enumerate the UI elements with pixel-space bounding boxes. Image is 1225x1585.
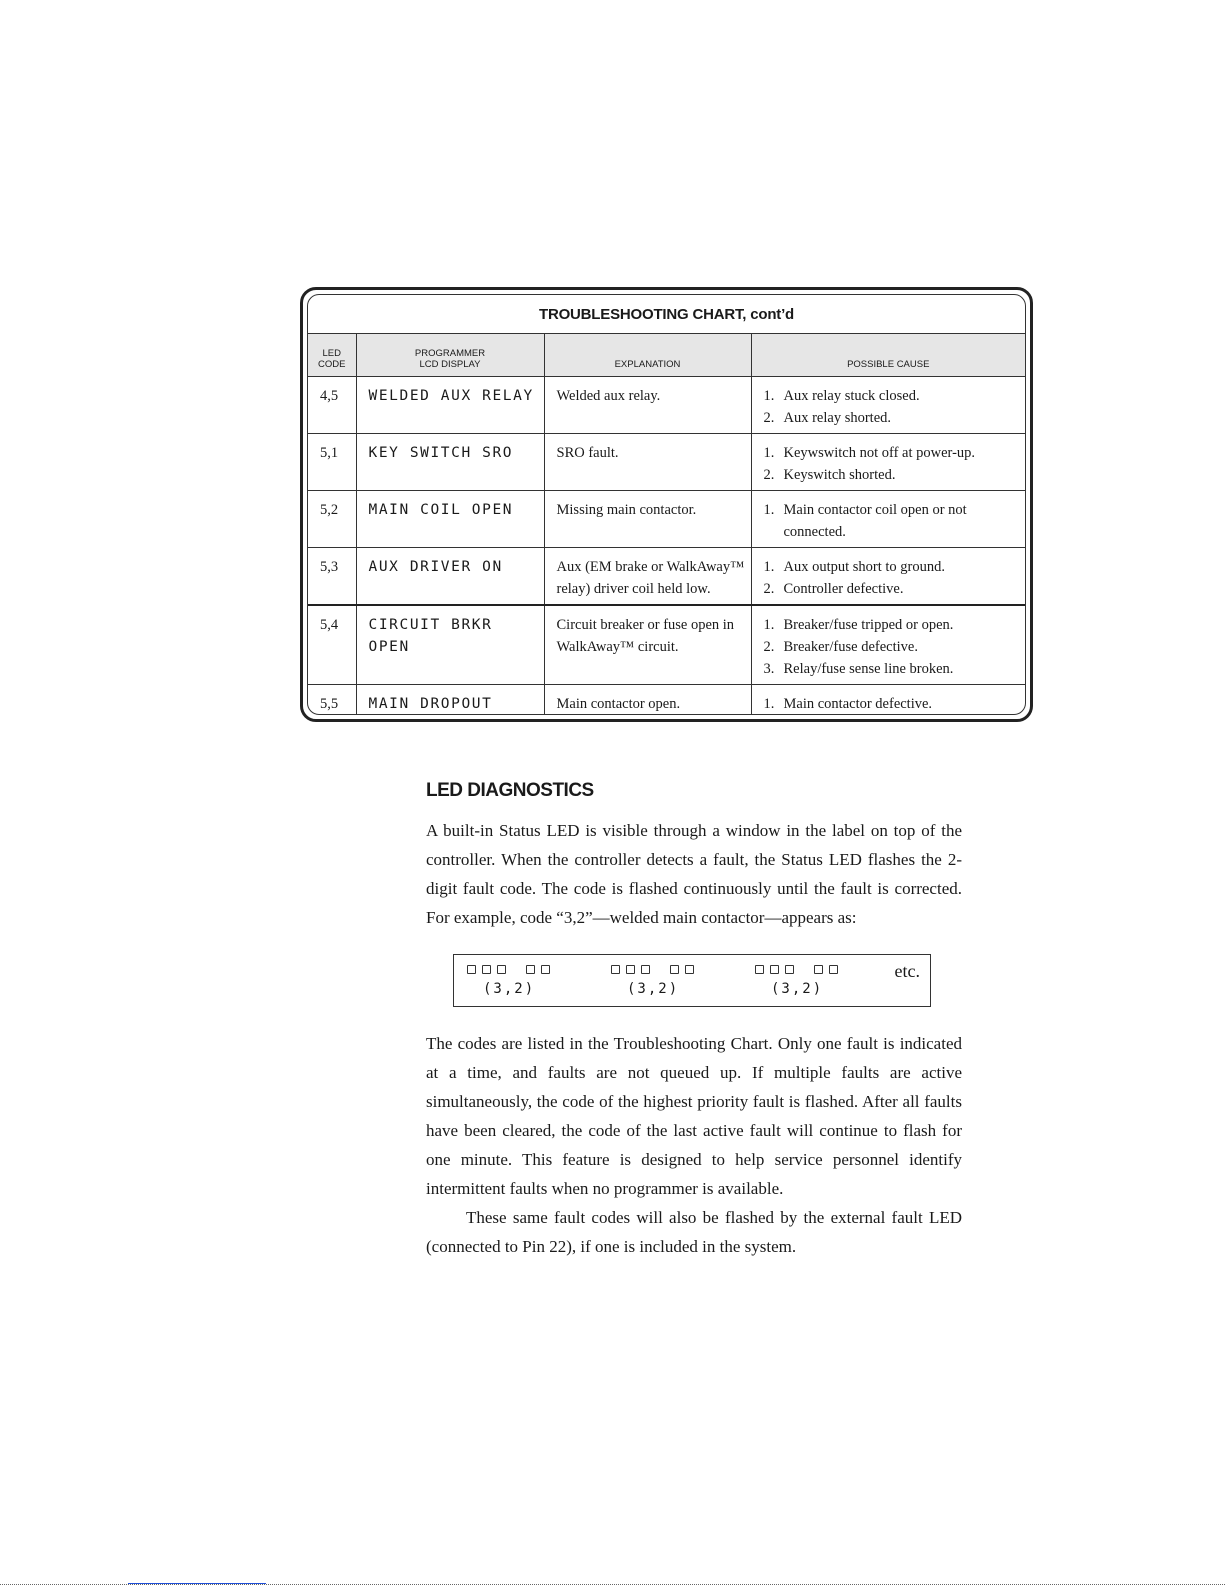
led-flash-icon [829,965,838,974]
lcd-display: CIRCUIT BRKR OPEN [356,605,544,685]
list-item: 1. Main contactor coil open or not connected. [763,502,967,540]
led-flash-group [467,961,567,997]
explanation: Circuit breaker or fuse open in WalkAway™ circuit. [544,605,751,685]
section-heading: LED DIAGNOSTICS [426,780,594,801]
table-row [308,434,1025,491]
possible-cause [751,434,1025,491]
led-code: 5,3 [308,548,356,606]
list-item: 3. Relay/fuse sense line broken. [763,661,954,677]
explanation: SRO fault. [544,434,751,491]
led-flash-icon [482,965,491,974]
header-possible-cause: POSSIBLE CAUSE [751,334,1025,377]
list-item: 2. Breaker/fuse defective. [763,639,918,655]
led-flash-icon [467,965,476,974]
paragraph-codes: The codes are listed in the Troubleshooting Chart. Only one fault is indicated at a time, and faults are not queued up. If multiple faults are active simultaneously, the code of the highest priority fault is flashed. After all faults have been cleared, the code of the last active fault will continue to flash for one minute. This feature is designed to help service personnel identify intermittent faults when no programmer is available. [426,1034,962,1198]
lcd-display: WELDED AUX RELAY [356,377,544,434]
list-item: 2. Keyswitch shorted. [763,467,896,483]
list-item: 1. Aux relay stuck closed. [763,388,920,404]
led-flash-group [611,961,711,997]
list-item: 1. Aux output short to ground. [763,559,946,575]
list-item: 2. Aux relay shorted. [763,410,892,426]
table-row [308,548,1025,606]
led-code-label: (3,2) [627,981,680,997]
etc-label: etc. [894,961,920,981]
possible-cause [751,685,1025,716]
led-flash-icon [611,965,620,974]
list-item: 2. Controller defective. [763,581,904,597]
lcd-display: MAIN DROPOUT [356,685,544,716]
header-explanation: EXPLANATION [544,334,751,377]
explanation: Welded aux relay. [544,377,751,434]
lcd-display: AUX DRIVER ON [356,548,544,606]
led-flash-icon [770,965,779,974]
explanation: Aux (EM brake or WalkAway™ relay) driver coil held low. [544,548,751,606]
header-lcd-display: PROGRAMMER LCD DISPLAY [356,334,544,377]
table-header-row [308,334,1025,377]
led-flash-icon [497,965,506,974]
led-code: 5,5 [308,685,356,716]
troubleshooting-chart-inner [307,294,1026,715]
possible-cause [751,491,1025,548]
led-code-label: (3,2) [483,981,536,997]
paragraph-intro: A built-in Status LED is visible through a window in the label on top of the controller. When the controller detects a fault, the Status LED flashes the 2-digit fault code. The code is flashed continuously until the fault is corrected. For example, code “3,2”—welded main contactor—appears as: [426,821,962,927]
header-led-code: LED CODE [308,334,356,377]
led-flash-icon [541,965,550,974]
led-flash-icon [641,965,650,974]
led-code-label: (3,2) [771,981,824,997]
list-item: 1. Keywswitch not off at power-up. [763,445,976,461]
led-flash-example [453,954,931,1007]
lcd-display: KEY SWITCH SRO [356,434,544,491]
led-flash-icon [685,965,694,974]
led-flash-icon [785,965,794,974]
led-code: 5,4 [308,605,356,685]
paragraph-external-led: These same fault codes will also be flashed by the external fault LED (connected to Pin 22), if one is included in the system. [426,1208,962,1256]
led-flash-icon [755,965,764,974]
table-row [308,605,1025,685]
table-row [308,377,1025,434]
led-diagnostics-section [426,780,962,1261]
list-item: 1. Main contactor defective. [763,696,933,712]
led-flash-icon [526,965,535,974]
table-row [308,491,1025,548]
possible-cause [751,377,1025,434]
explanation: Main contactor open. [544,685,751,716]
chart-title: TROUBLESHOOTING CHART, cont’d [308,295,1025,334]
led-code: 5,2 [308,491,356,548]
list-item: 1. Breaker/fuse tripped or open. [763,617,954,633]
explanation: Missing main contactor. [544,491,751,548]
led-flash-icon [670,965,679,974]
possible-cause [751,605,1025,685]
led-code: 4,5 [308,377,356,434]
footer-link-underline[interactable] [128,1583,266,1584]
lcd-display: MAIN COIL OPEN [356,491,544,548]
troubleshooting-table [308,334,1025,715]
led-flash-icon [626,965,635,974]
led-flash-group [755,961,855,997]
table-row [308,685,1025,716]
troubleshooting-chart [300,287,1033,722]
possible-cause [751,548,1025,606]
led-flash-icon [814,965,823,974]
led-code: 5,1 [308,434,356,491]
